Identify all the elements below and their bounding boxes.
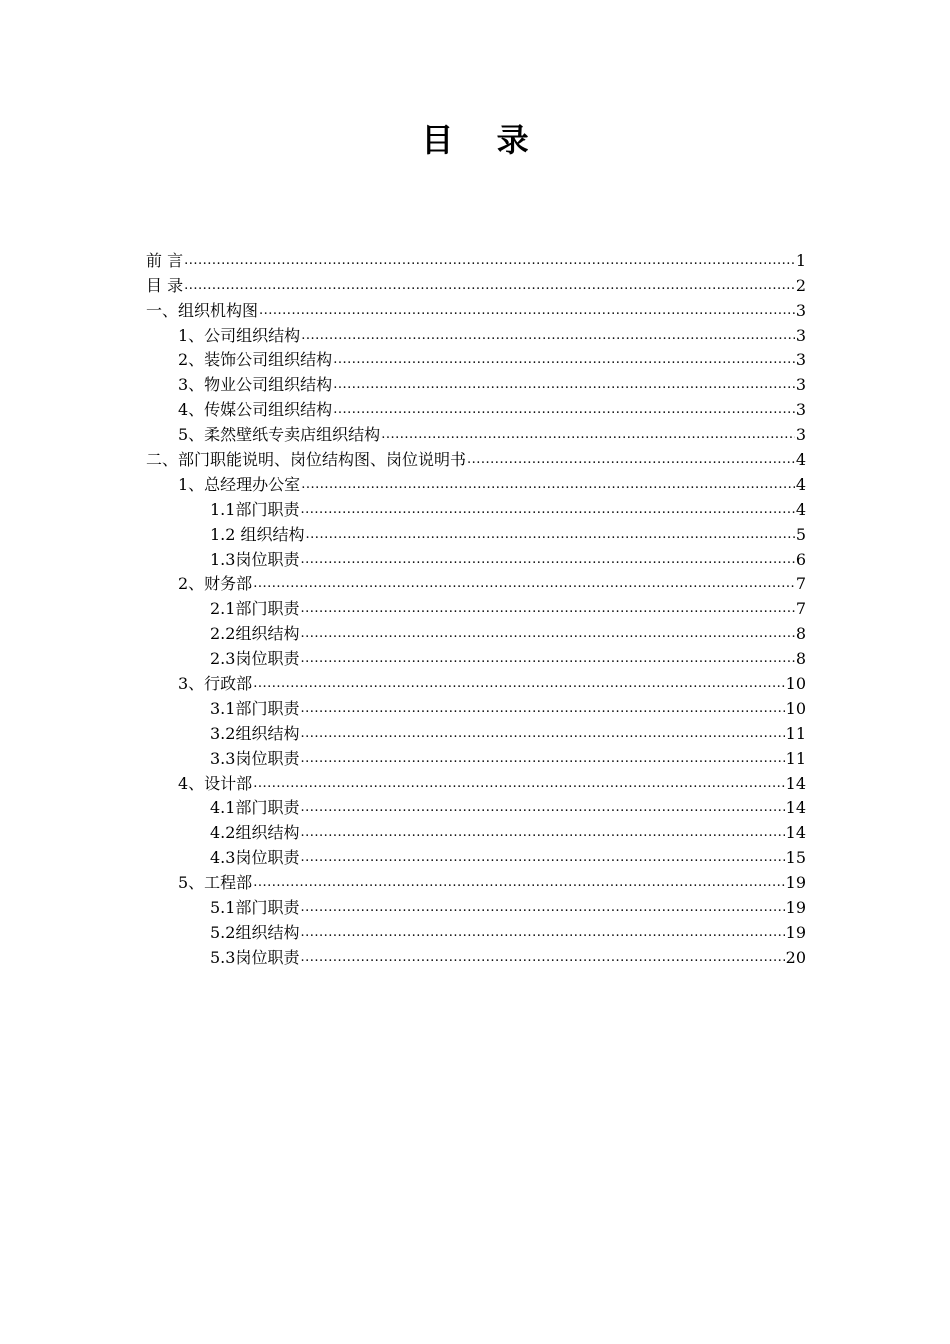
toc-page-number: 7 [795,599,806,619]
toc-entry-label: 1.1部门职责 [210,499,300,519]
toc-page-number: 19 [785,922,806,942]
toc-page-number: 14 [785,773,806,793]
toc-page-number: 4 [795,499,806,519]
toc-page-number: 3 [795,375,806,395]
toc-entry-label: 2.2组织结构 [210,624,300,644]
toc-entry-label: 4.3岗位职责 [210,848,300,868]
toc-page-number: 5 [795,524,806,544]
toc-page-number: 11 [785,748,806,768]
toc-entry-label: 二、部门职能说明、岗位结构图、岗位说明书 [146,450,467,470]
toc-entry-label: 5、工程部 [178,873,253,893]
toc-dot-leader [253,776,784,792]
toc-page-number: 3 [795,425,806,445]
toc-page-number: 19 [785,898,806,918]
toc-dot-leader [333,402,795,418]
toc-dot-leader [300,950,784,966]
toc-entry-label: 2、装饰公司组织结构 [178,350,333,370]
toc-dot-leader [253,576,795,592]
toc-dot-leader [184,278,795,294]
toc-entry-label: 一、组织机构图 [146,300,259,320]
toc-dot-leader [300,925,784,941]
toc-entry-label: 5、柔然壁纸专卖店组织结构 [178,425,381,445]
toc-page-number: 8 [795,624,806,644]
toc-dot-leader [301,477,795,493]
toc-dot-leader [333,352,795,368]
toc-dot-leader [300,651,794,667]
toc-entry[interactable] [146,445,806,470]
toc-page-number: 14 [785,823,806,843]
toc-entry-label: 1.3岗位职责 [210,549,300,569]
toc-entry[interactable] [146,769,806,794]
toc-page-number: 2 [795,275,806,295]
toc-entry-label: 3、物业公司组织结构 [178,375,333,395]
toc-page-number: 8 [795,649,806,669]
toc-entry-label: 2.1部门职责 [210,599,300,619]
toc-entry[interactable] [146,893,806,918]
toc-dot-leader [381,427,795,443]
toc-dot-leader [300,726,784,742]
toc-page-number: 1 [795,250,806,270]
toc-dot-leader [253,676,784,692]
toc-page-number: 6 [795,549,806,569]
page-title: 目 录 [421,121,545,159]
toc-entry-label: 1、总经理办公室 [178,474,301,494]
toc-entry[interactable] [146,918,806,943]
toc-entry[interactable] [146,420,806,445]
toc-entry-label: 5.3岗位职责 [210,947,300,967]
toc-entry-label: 目 录 [146,275,184,295]
toc-entry[interactable] [146,296,806,321]
toc-entry-label: 1、公司组织结构 [178,325,301,345]
toc-entry-label: 3.3岗位职责 [210,748,300,768]
toc-dot-leader [300,626,794,642]
toc-entry[interactable] [146,520,806,545]
toc-entry-label: 4.2组织结构 [210,823,300,843]
toc-page-number: 4 [795,450,806,470]
toc-entry-label: 4、设计部 [178,773,253,793]
toc-dot-leader [300,701,784,717]
toc-entry[interactable] [146,470,806,495]
toc-entry[interactable] [146,570,806,595]
toc-page-number: 15 [785,848,806,868]
toc-page-number: 11 [785,723,806,743]
toc-entry-label: 4、传媒公司组织结构 [178,400,333,420]
toc-page-number: 20 [785,947,806,967]
toc-entry[interactable] [146,271,806,296]
toc-entry[interactable] [146,794,806,819]
toc-dot-leader [300,900,784,916]
toc-page-number: 3 [795,300,806,320]
toc-entry[interactable] [146,818,806,843]
toc-page-number: 3 [795,325,806,345]
toc-entry[interactable] [146,594,806,619]
toc-entry[interactable] [146,719,806,744]
toc-page-number: 3 [795,350,806,370]
toc-entry-label: 3、行政部 [178,674,253,694]
toc-entry-label: 4.1部门职责 [210,798,300,818]
toc-entry[interactable] [146,619,806,644]
toc-dot-leader [306,527,795,543]
toc-entry[interactable] [146,943,806,968]
toc-dot-leader [333,377,795,393]
toc-entry[interactable] [146,744,806,769]
toc-dot-leader [300,601,794,617]
toc-dot-leader [184,253,795,269]
toc-entry[interactable] [146,644,806,669]
toc-dot-leader [301,328,795,344]
toc-entry-label: 2、财务部 [178,574,253,594]
toc-dot-leader [259,303,795,319]
toc-dot-leader [300,850,784,866]
toc-dot-leader [467,452,795,468]
toc-dot-leader [300,552,794,568]
toc-dot-leader [253,875,784,891]
toc-entry-label: 3.2组织结构 [210,723,300,743]
toc-dot-leader [300,800,784,816]
toc-entry[interactable] [146,868,806,893]
toc-entry[interactable] [146,321,806,346]
toc-page-number: 3 [795,400,806,420]
toc-entry-label: 2.3岗位职责 [210,649,300,669]
toc-entry[interactable] [146,545,806,570]
toc-entry-label: 5.2组织结构 [210,922,300,942]
table-of-contents [146,246,806,968]
toc-page-number: 4 [795,474,806,494]
toc-entry[interactable] [146,246,806,271]
toc-page-number: 7 [795,574,806,594]
toc-entry[interactable] [146,346,806,371]
toc-dot-leader [300,751,784,767]
toc-entry-label: 3.1部门职责 [210,698,300,718]
toc-page-number: 10 [785,698,806,718]
toc-dot-leader [300,825,784,841]
toc-page-number: 10 [785,674,806,694]
toc-page-number: 19 [785,873,806,893]
toc-dot-leader [300,502,794,518]
toc-entry[interactable] [146,669,806,694]
toc-page-number: 14 [785,798,806,818]
toc-entry[interactable] [146,395,806,420]
toc-entry-label: 1.2 组织结构 [210,524,305,544]
toc-entry[interactable] [146,495,806,520]
toc-entry[interactable] [146,694,806,719]
toc-entry[interactable] [146,843,806,868]
toc-entry-label: 前 言 [146,250,184,270]
toc-entry-label: 5.1部门职责 [210,898,300,918]
toc-entry[interactable] [146,370,806,395]
